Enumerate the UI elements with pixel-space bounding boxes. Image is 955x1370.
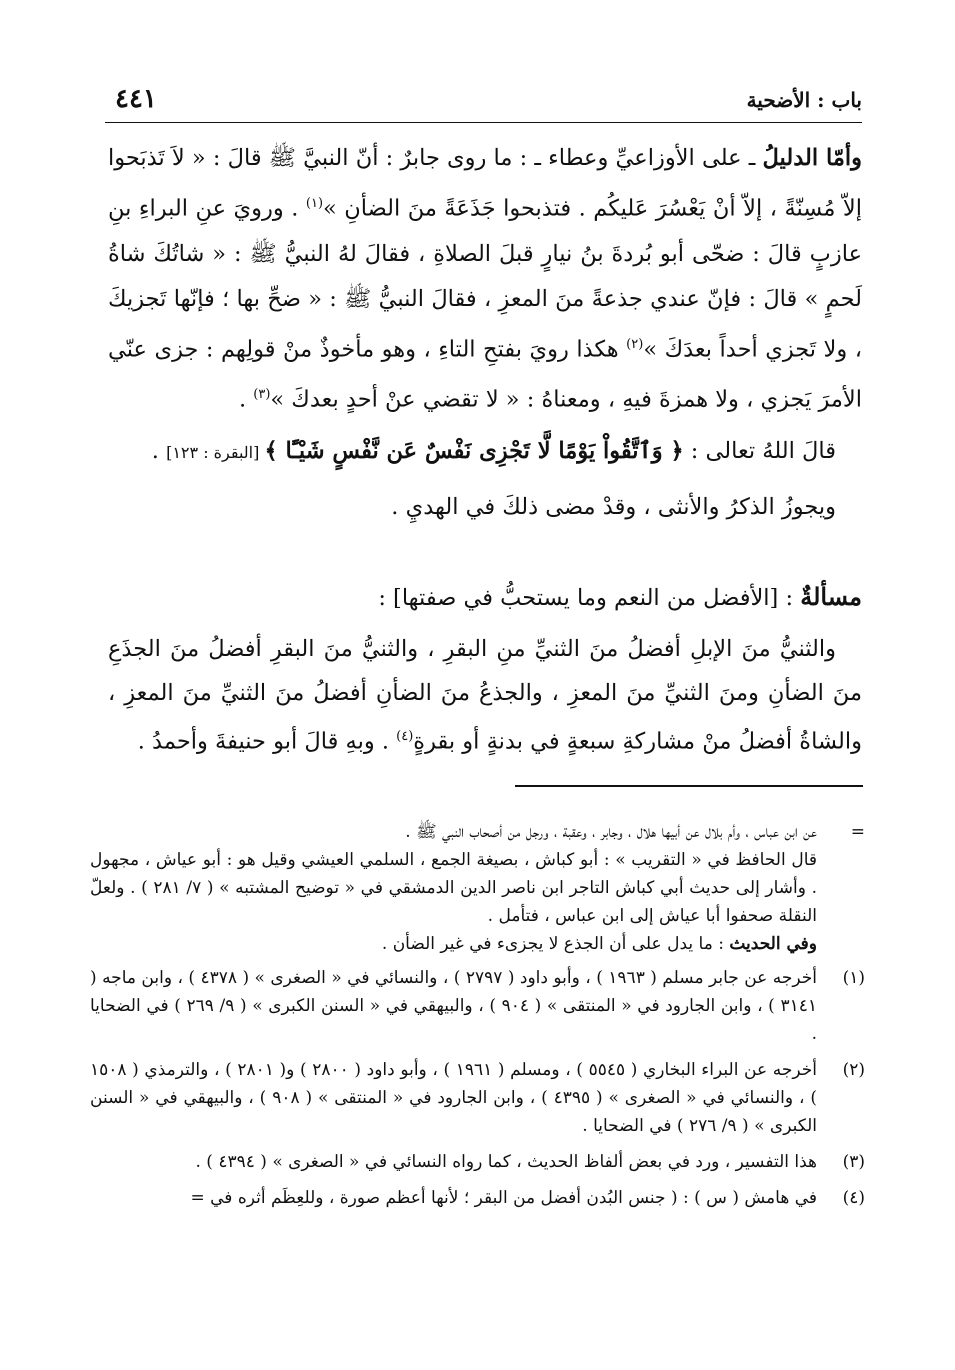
continuation-line: عن ابن عباس ، وأم بلال عن أبيها هلال ، وجابر ، وعقبة ، ورجل من أصحاب النبي ﷺ .: [405, 822, 817, 842]
footnotes: [90, 818, 865, 1220]
page-number: ٤٤١: [115, 84, 157, 114]
continuation-line: [90, 930, 817, 958]
main-text: [108, 136, 862, 530]
evidence-text-1: ـ على الأوزاعيِّ وعطاء ـ : ما روى جابرٌ : أنّ النبيَّ ﷺ قالَ : « لاَ تَذبَحوا إلاّ مُسِنّةً ، إلاّ أنْ يَعْسُرَ عَليكُم . فتذبحوا جَذَعَةً منَ الضأنِ »: [108, 145, 862, 222]
footnote-2: [90, 1056, 865, 1140]
continuation-line: قال الحافظ في « التقريب » : أبو كباش ، بصيغة الجمع ، السلمي العيشي وقيل هو : أبو عياش ، مجهول . وأشار إلى حديث أبي كباش التاجر ابن ناصر الدين الدمشقي في « توضيح المشتبه » ( ٧/ ٢٨١ ) . ولعلّ النقلة صحفوا أبا عياش إلى ابن عباس ، فتأمل .: [90, 850, 817, 926]
footnote-ref-4: (٤): [396, 729, 414, 744]
quote-prefix: قالَ اللهُ تعالى :: [683, 437, 836, 464]
footnote-mark: (١): [842, 968, 865, 988]
footnote-mark: (٢): [842, 1060, 865, 1080]
quran-verse: ﴿ وَٱتَّقُواْ يَوْمًا لَّا تَجْزِى نَفْسٌ عَن نَّفْسٍ شَيْـًٔا ﴾: [264, 437, 684, 464]
footnote-text: في هامش ( س ) : ( جنس البُدن أفضل من البقر ؛ لأنها أعظم صورة ، وللعِظَم أثره في =: [190, 1188, 817, 1208]
footnote-3: [90, 1148, 865, 1176]
footnote-text: أخرجه عن جابر مسلم ( ١٩٦٣ ) ، وأبو داود ( ٢٧٩٧ ) ، والنسائي في « الصغرى » ( ٤٣٧٨ ) ، وابن ماجه ( ٣١٤١ ) ، وابن الجارود في « المنتقى » ( ٩٠٤ ) ، والبيهقي في « السنن الكبرى » ( ٩/ ٢٦٩ ) في الضحايا .: [90, 968, 817, 1044]
verse-reference: [البقرة : ١٢٣]: [166, 442, 265, 462]
footnote-mark: (٤): [842, 1188, 865, 1208]
footnote-ref-1: (١): [305, 196, 324, 211]
issue-title: : [الأفضل من النعم وما يستحبُّ في صفتها] :: [378, 585, 801, 611]
footnote-divider: [515, 785, 863, 787]
continuation-last: : ما يدل على أن الجذع لا يجزىء في غير الضأن .: [381, 934, 730, 954]
footnote-4: [90, 1184, 865, 1212]
ranking-paragraph: [108, 627, 862, 764]
footnote-text: أخرجه عن البراء البخاري ( ٥٥٤٥ ) ، ومسلم ( ١٩٦١ ) ، وأبو داود ( ٢٨٠٠ ) و( ٢٨٠١ ) ، والترمذي ( ١٥٠٨ ) ، والنسائي في « الصغرى » ( ٤٣٩٥ ) ، وابن الجارود في « المنتقى » ( ٩٠٨ ) ، والبيهقي في « السنن الكبرى » ( ٩/ ٢٧٦ ) في الضحايا .: [90, 1060, 817, 1136]
header-divider: [105, 122, 862, 123]
footnote-mark: (٣): [842, 1152, 865, 1172]
ranking-text: والثنيُّ منَ الإبلِ أفضلُ منَ الثنيِّ منِ البقرِ ، والثنيُّ منَ البقرِ أفضلُ منَ الجذَعِ منَ الضأنِ ومنَ الثنيِّ منَ المعزِ ، والجذعُ منَ الضأنِ أفضلُ منَ الثنيِّ منَ المعزِ ، والشاةُ أفضلُ منْ مشاركةِ سبعةٍ في بدنةٍ أو بقرةٍ: [108, 636, 862, 755]
footnote-ref-2: (٢): [626, 336, 644, 352]
issue-label: مسألةٌ: [800, 582, 862, 611]
evidence-text-3: هكذا رويَ بفتحِ التاءِ ، وهو مأخوذٌ منْ قولِهم : جزى عنّي الأمرَ يَجزي ، ولا همزةَ فيهِ ، ومعناهُ : « لا تقضي عنْ أحدٍ بعدكَ »: [108, 336, 862, 413]
chapter-title: باب : الأضحية: [746, 88, 862, 112]
continuation-mark: =: [850, 822, 865, 842]
continuation-bold: وفي الحديث: [729, 934, 817, 954]
evidence-text-2: . ورويَ عنِ البراءِ بنِ عازبٍ قالَ : ضحّى أبو بُردةَ بنُ نيارٍ قبلَ الصلاةِ ، فقالَ لهُ النبيُّ ﷺ : « شاتُكَ شاةُ لَحمٍ » قالَ : فإنّ عندي جذعةً منَ المعزِ ، فقالَ النبيُّ ﷺ : « ضحِّ بها ؛ فإنّها تَجزيكَ ، ولا تَجزي أحداً بعدَكَ »: [108, 195, 862, 362]
footnote-text: هذا التفسير ، ورد في بعض ألفاظ الحديث ، كما رواه النسائي في « الصغرى » ( ٤٣٩٤ ) .: [195, 1152, 817, 1172]
quote-suffix: .: [151, 437, 167, 464]
footnote-1: [90, 964, 865, 1048]
footnote-continuation: [90, 818, 865, 958]
ranking-text-2: . وبهِ قالَ أبو حنيفةَ وأحمدُ .: [137, 728, 397, 755]
evidence-label: وأمّا الدليلُ: [762, 145, 862, 171]
quran-quote: [108, 429, 836, 475]
gender-note: ويجوزُ الذكرُ والأنثى ، وقدْ مضى ذلكَ في الهديِ .: [391, 493, 836, 520]
footnote-ref-3: (٣): [253, 387, 271, 402]
issue-heading: [108, 574, 862, 621]
evidence-text-4: .: [238, 386, 254, 413]
evidence-paragraph: [108, 136, 862, 423]
page-header: [105, 82, 862, 120]
